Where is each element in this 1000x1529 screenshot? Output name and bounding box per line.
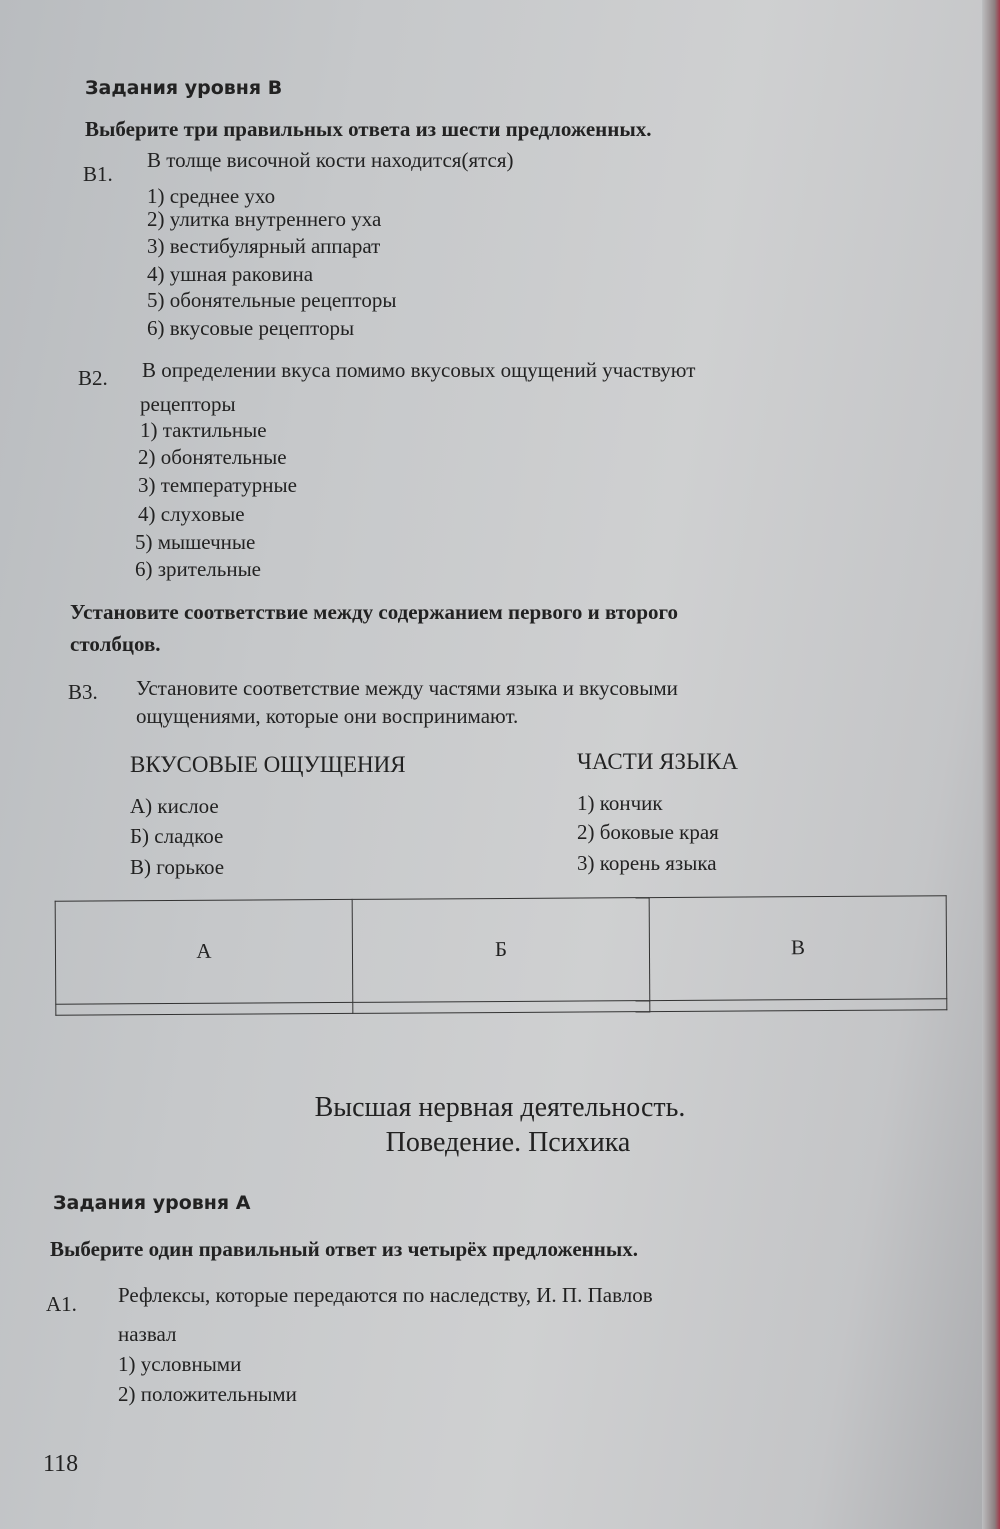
b3-answer-table <box>55 895 948 1015</box>
answer-table-header: В <box>649 896 947 1001</box>
b3-left-item: Б) сладкое <box>130 824 224 848</box>
a1-question-line2: назвал <box>118 1322 177 1346</box>
b1-option: 1) среднее ухо <box>147 184 276 208</box>
b2-option: 3) температурные <box>138 473 297 497</box>
a1-option: 2) положительными <box>118 1382 297 1406</box>
b1-question: В толще височной кости находится(ятся) <box>147 148 514 172</box>
b3-right-item: 1) кончик <box>577 791 663 815</box>
b1-number: В1. <box>83 162 113 186</box>
answer-cell[interactable] <box>56 1002 353 1015</box>
b3-right-item: 3) корень языка <box>577 851 717 875</box>
b2-number: В2. <box>78 366 108 390</box>
chapter-title-line1: Высшая нервная деятельность. <box>314 1092 686 1123</box>
b3-number: В3. <box>68 680 98 704</box>
chapter-title-line2: Поведение. Психика <box>385 1127 631 1158</box>
a1-question-line1: Рефлексы, которые передаются по наследству, И. П. Павлов <box>118 1283 653 1307</box>
b2-question-line2: рецепторы <box>140 392 236 416</box>
b2-option: 2) обонятельные <box>138 445 287 469</box>
match-instruction-line1: Установите соответствие между содержанием первого и второго <box>70 600 679 624</box>
b2-question-line1: В определении вкуса помимо вкусовых ощущений участвуют <box>142 358 696 382</box>
b1-option: 6) вкусовые рецепторы <box>147 316 355 340</box>
section-b-header: Задания уровня В <box>85 77 283 99</box>
section-a-header: Задания уровня А <box>53 1192 251 1214</box>
page-edge <box>982 0 1000 1529</box>
b2-option: 4) слуховые <box>138 502 245 526</box>
section-b-instruction: Выберите три правильных ответа из шести предложенных. <box>85 117 652 141</box>
b2-option: 5) мышечные <box>135 530 256 554</box>
answer-cell[interactable] <box>650 999 947 1012</box>
b3-left-header: ВКУСОВЫЕ ОЩУЩЕНИЯ <box>130 752 406 777</box>
answer-table-header: Б <box>352 898 650 1003</box>
b3-question-line1: Установите соответствие между частями языка и вкусовыми <box>136 676 678 700</box>
answer-table-header: А <box>55 899 353 1004</box>
b3-right-header: ЧАСТИ ЯЗЫКА <box>577 749 739 774</box>
b1-option: 3) вестибулярный аппарат <box>147 234 381 258</box>
a1-option: 1) условными <box>118 1352 242 1376</box>
b1-option: 4) ушная раковина <box>147 262 314 286</box>
b2-option: 6) зрительные <box>135 557 261 581</box>
a1-number: А1. <box>46 1292 77 1316</box>
b1-option: 2) улитка внутреннего уха <box>147 207 382 231</box>
match-instruction-line2: столбцов. <box>70 632 161 656</box>
b3-right-item: 2) боковые края <box>577 820 719 844</box>
answer-cell[interactable] <box>353 1001 650 1014</box>
b3-left-item: А) кислое <box>130 794 219 818</box>
b1-option: 5) обонятельные рецепторы <box>147 288 397 312</box>
page-number: 118 <box>43 1451 79 1477</box>
section-a-instruction: Выберите один правильный ответ из четырёх предложенных. <box>50 1237 639 1261</box>
b3-left-item: В) горькое <box>130 855 225 879</box>
b2-option: 1) тактильные <box>140 418 267 442</box>
b3-question-line2: ощущениями, которые они воспринимают. <box>136 704 519 728</box>
